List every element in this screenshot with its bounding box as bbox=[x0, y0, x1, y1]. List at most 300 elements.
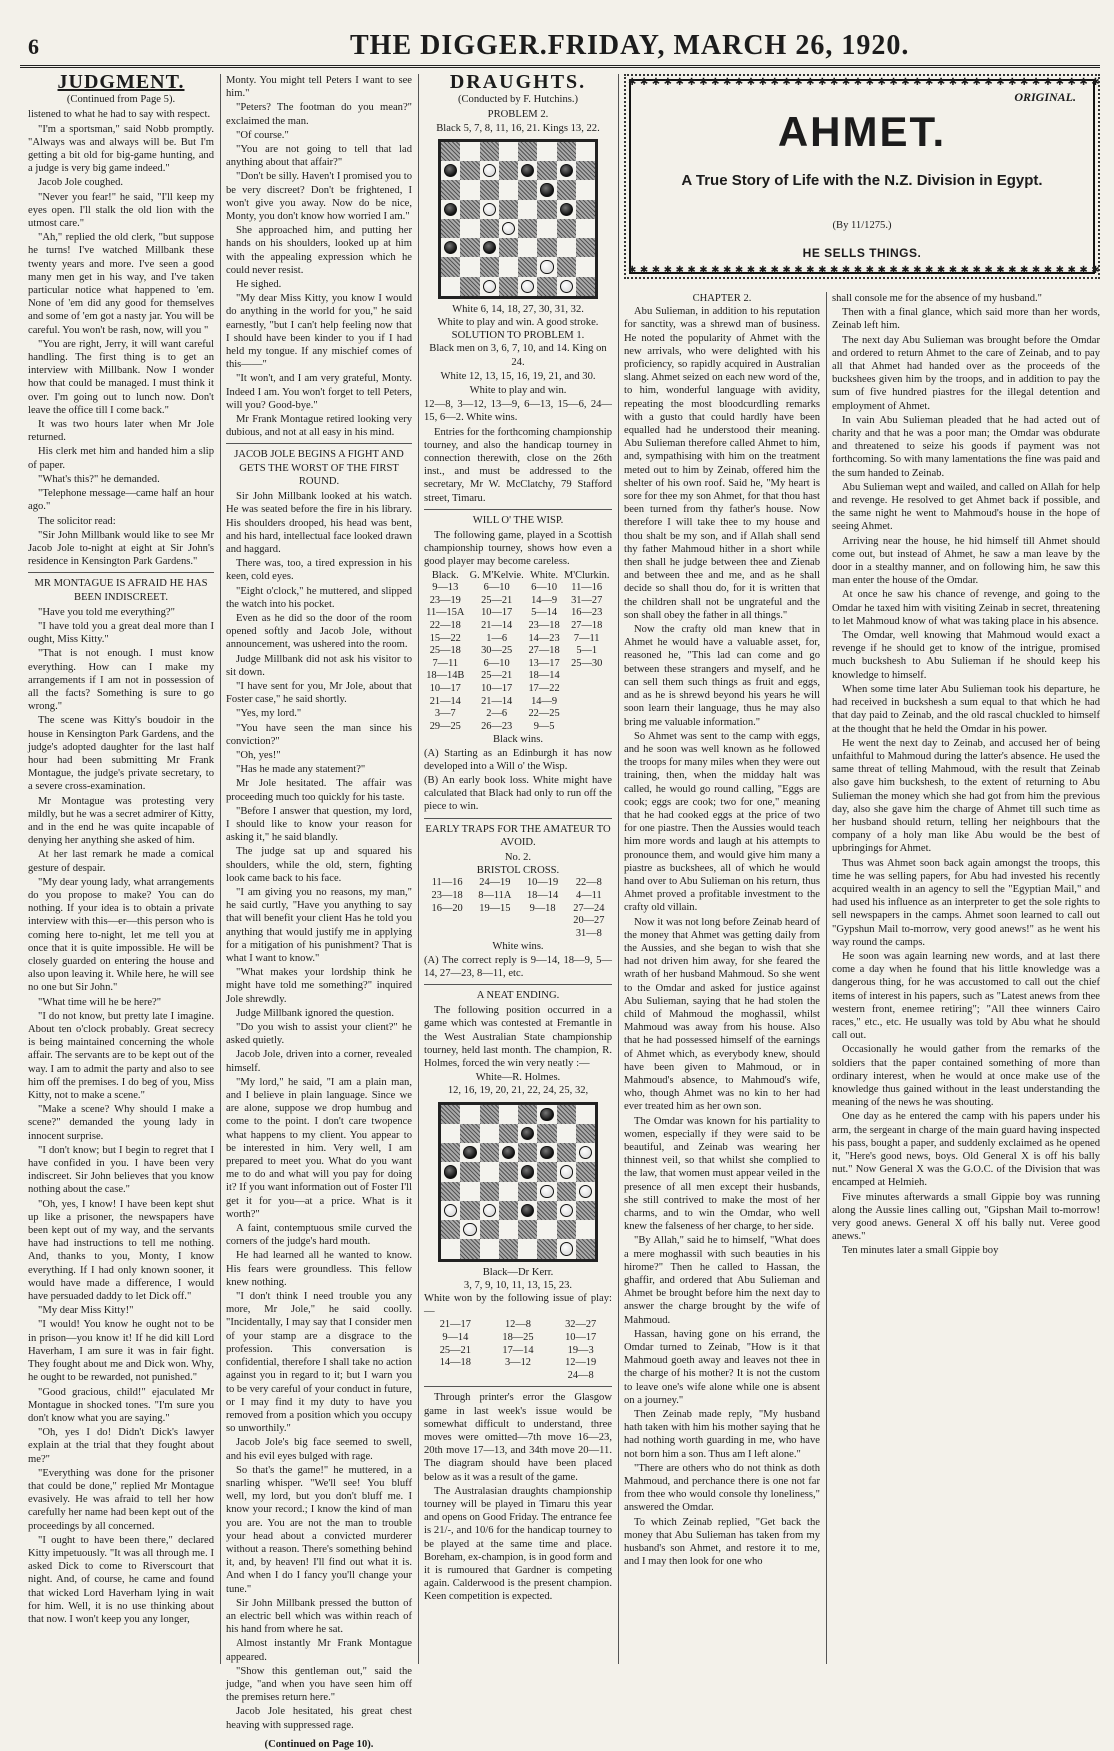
white-piece bbox=[444, 1204, 457, 1217]
black-piece bbox=[560, 203, 573, 216]
table-cell: 15—22 bbox=[429, 632, 461, 644]
paragraph: "It won't, and I am very grateful, Monty. Indeed I am. You won't forget to tell Peters, will you? Good-bye." bbox=[226, 373, 412, 411]
paragraph: "My dear young lady, what arrangements do you propose to make? You can do nothing. If your idea is to obtain a private interview with this—er—this person who is coming here to-night, let me tell you at once that it is quite impossible. He will be closely guarded on entering the house and also upon leaving it. While here, he will see no one but Sir John." bbox=[28, 876, 214, 994]
board-square bbox=[518, 277, 537, 296]
board-square bbox=[537, 1182, 556, 1201]
board-square-dark bbox=[557, 1105, 576, 1124]
paragraph: "What's this?" he demanded. bbox=[38, 473, 160, 485]
board-square bbox=[441, 1162, 460, 1181]
paragraph: "My dear Miss Kitty, you know I would do anything in the world for you," he said earnestly, "but I can't help feeling now that I should have been kinder to you if I had held my tongue. If any mischief comes of this——" bbox=[226, 293, 412, 371]
table-cell: 27—24 bbox=[573, 902, 605, 914]
board-square-dark bbox=[576, 1201, 595, 1220]
table-cell: 29—25 bbox=[429, 720, 461, 732]
ending-head: A NEAT ENDING. bbox=[424, 984, 612, 1002]
board-square bbox=[537, 257, 556, 276]
table-cell: 27—18 bbox=[528, 645, 560, 657]
paragraph: One day as he entered the camp with his papers under his arm, the sergeant in charge of the main guard having inspected his pass, bought a paper, and suddenly exclaimed as he opened it, "Here's good news, boys. Old General X is off his bally nut." Now General X was the G.O.C. of the Division that was encamped at Helmieh. bbox=[832, 1111, 1100, 1189]
paragraph: Sir John Millbank looked at his watch. He was seated before the fire in his library. His shoulders drooped, his head was bent, and his hard, intellectual face looked drawn and haggard. bbox=[226, 491, 412, 555]
board-square bbox=[518, 238, 537, 257]
table-cell bbox=[561, 683, 612, 696]
table-cell: 23—18 bbox=[528, 620, 560, 632]
table-row bbox=[424, 1357, 612, 1370]
paragraph: Jacob Jole hesitated, his great chest heaving with suppressed rage. bbox=[226, 1706, 412, 1731]
traps-result: White wins. bbox=[492, 941, 544, 953]
board-square-dark bbox=[499, 1239, 518, 1258]
paragraph: "My dear Miss Kitty!" bbox=[38, 1305, 134, 1317]
paragraph: listened to what he had to say with respect. bbox=[28, 109, 211, 121]
board-square bbox=[441, 277, 460, 296]
paragraph: In vain Abu Sulieman pleaded that he had acted out of charity and that he was a poor man; the Omdar was obdurate and threatened to seize his goods if payment was not forthcoming. So with many lamentations the fine was paid and the sum handed to Zeinab. bbox=[832, 414, 1100, 479]
black-piece bbox=[444, 241, 457, 254]
table-cell bbox=[519, 928, 565, 941]
board-square-dark bbox=[441, 1143, 460, 1162]
paragraph: "Sir John Millbank would like to see Mr Jacob Jole to-night at eight at Sir John's residence in Kensington Park Gardens." bbox=[28, 529, 214, 568]
paragraph: A faint, contemptuous smile curved the corners of the judge's hard mouth. bbox=[226, 1223, 412, 1248]
paragraph: "Have you told me everything?" bbox=[38, 606, 175, 618]
paragraph: shall console me for the absence of my husband." bbox=[832, 293, 1042, 304]
paragraph: "Good gracious, child!" ejaculated Mr Montague in shocked tones. "I'm sure you don't know what you are saying." bbox=[28, 1386, 214, 1424]
paragraph: The Omdar was known for his partiality to women, especially if they were said to be beautiful, and Zeinab was wearing her thinnest veil, so that whilst she complied to the law, that women must appear veiled in the presence of all men except their husbands, she still contrived to make the most of her charms, and to win the Omdar, who well knew the falseness of her charge, to her side. bbox=[624, 1115, 820, 1233]
table-header-cell: M'Clurkin. bbox=[563, 569, 610, 581]
paragraph: "I have sent for you, Mr Jole, about that Foster case," he said shortly. bbox=[226, 680, 412, 706]
draughts-board-problem-2 bbox=[438, 139, 598, 299]
star-border-bottom: ✱ ✱ ✱ ✱ ✱ ✱ ✱ ✱ ✱ ✱ ✱ ✱ ✱ ✱ ✱ ✱ ✱ ✱ ✱ ✱ ✱ ✱ ✱ ✱ ✱ ✱ ✱ ✱ ✱ ✱ ✱ ✱ ✱ ✱ ✱ ✱ ✱ ✱ ✱ ✱ bbox=[628, 265, 1101, 276]
board-square bbox=[518, 200, 537, 219]
paragraph: "I ought to have been there," declared Kitty impetuously. "It was all through me. I asked Dick to come to Riverscourt that night. And, of course, he came and found that wicked Lord Haverham lying in wait for him. Well, it is no use thinking about that now. I won't keep you any longer, bbox=[28, 1534, 214, 1625]
paragraph: Occasionally he would gather from the remarks of the soldiers that the paper contained something of more than ordinary interest, when he would at once make use of the knowledge thus gained without in the least understanding the meaning of the news he was shouting. bbox=[832, 1044, 1100, 1109]
board-square bbox=[557, 1162, 576, 1181]
board-square bbox=[557, 161, 576, 180]
table-cell bbox=[470, 915, 519, 928]
table-cell: 26—23 bbox=[481, 720, 513, 732]
board-square-dark bbox=[441, 219, 460, 238]
table-cell: 9—5 bbox=[533, 720, 555, 732]
table-cell bbox=[424, 1370, 487, 1383]
board-square-dark bbox=[480, 180, 499, 199]
paragraph: The solicitor read: bbox=[38, 515, 116, 527]
paragraph: She approached him, and putting her hands on his shoulders, looked up at him with the appealing expression which he could never resist. bbox=[226, 225, 412, 276]
board-square-dark bbox=[460, 1239, 479, 1258]
board-square-dark bbox=[441, 1105, 460, 1124]
board-square-dark bbox=[460, 1201, 479, 1220]
paragraph: Arriving near the house, he hid himself till Ahmet should come out, but instead of Ahmet, he saw a man leave by the door in a stealthy manner, and on following him, he saw this man enter the house of the Omdar. bbox=[832, 535, 1100, 587]
board-square-dark bbox=[557, 257, 576, 276]
white-piece bbox=[560, 1242, 573, 1255]
black-piece bbox=[540, 183, 553, 196]
board-square bbox=[441, 1124, 460, 1143]
australasian-note: The Australasian draughts championship tourney will be played in Timaru this year and opens on Good Friday. The entrance fee is 21/-, and 10/6 for the handicap tourney to be played at the same time and place. Boreham, ex-champion, is in good form and it is rumoured that Gardner is competing again. Calderwood is the present champion. Keen competition is expected. bbox=[424, 1485, 612, 1603]
board-square-dark bbox=[460, 1124, 479, 1143]
table-cell: 1—6 bbox=[486, 632, 508, 644]
paragraph: The next day Abu Sulieman was brought before the Omdar and ordered to return Ahmet to the care of Zeinab, and to pay all that Ahmet had handed over as the proceeds of the buckshees given him by the troops, and in addition to pay the sum of five hundred piastres for the illegal detention and employment of Ahmet. bbox=[832, 334, 1100, 412]
table-row bbox=[424, 1345, 612, 1358]
table-row bbox=[424, 582, 612, 595]
paragraph: He had learned all he wanted to know. His fears were groundless. This fellow knew nothing. bbox=[226, 1250, 412, 1288]
board-square-dark bbox=[499, 238, 518, 257]
board-square bbox=[441, 200, 460, 219]
white-piece bbox=[579, 1185, 592, 1198]
table-cell: 31—8 bbox=[575, 927, 602, 939]
board-square bbox=[537, 1220, 556, 1239]
table-cell: 9—14 bbox=[442, 1332, 469, 1344]
traps-moves-table bbox=[424, 877, 612, 940]
table-header-cell: Black. bbox=[431, 569, 459, 581]
table-cell: 11—16 bbox=[571, 582, 603, 594]
board-square-dark bbox=[576, 1162, 595, 1181]
table-row bbox=[424, 1332, 612, 1345]
board-square bbox=[460, 1143, 479, 1162]
paragraph: "I do not know, but pretty late I imagine. About ten o'clock probably. Great secrecy is being maintained concerning the whole affair. The servants are to be kept out of the way. I am to admit the party and also to see him off the premises. I do beg of you, Miss Kitty, not to make a scene." bbox=[28, 1010, 214, 1102]
table-row bbox=[424, 877, 612, 890]
white-piece bbox=[560, 280, 573, 293]
original-label: ORIGINAL. bbox=[1014, 90, 1076, 104]
table-cell: 24—19 bbox=[479, 877, 511, 889]
board-square bbox=[557, 1201, 576, 1220]
table-cell: 5—14 bbox=[531, 607, 558, 619]
table-cell: 25—30 bbox=[571, 657, 603, 669]
board-square-dark bbox=[557, 1220, 576, 1239]
table-row bbox=[424, 658, 612, 671]
board-square-dark bbox=[537, 238, 556, 257]
table-row bbox=[424, 620, 612, 633]
paragraph: Ten minutes later a small Gippie boy bbox=[842, 1245, 999, 1257]
paragraph: "Of course." bbox=[236, 129, 289, 141]
paragraph: It was two hours later when Mr Jole returned. bbox=[28, 419, 214, 444]
wisp-note-b: (B) An early book loss. White might have calculated that Black had only to run off the piece to win. bbox=[424, 775, 612, 813]
paragraph: "Do you wish to assist your client?" he asked quietly. bbox=[226, 1022, 412, 1047]
white-piece bbox=[540, 260, 553, 273]
table-cell: 22—25 bbox=[528, 708, 560, 720]
white-piece bbox=[521, 280, 534, 293]
table-cell: 8—11A bbox=[478, 890, 512, 902]
board-square bbox=[480, 238, 499, 257]
wisp-intro: The following game, played in a Scottish championship tourney, shows how even a good player may become careless. bbox=[424, 530, 612, 568]
table-cell: 14—9 bbox=[531, 594, 558, 606]
ahmet-body-1 bbox=[624, 305, 820, 1568]
traps-head: EARLY TRAPS FOR THE AMATEUR TO AVOID. bbox=[424, 818, 612, 849]
table-cell: 21—14 bbox=[429, 695, 461, 707]
black-piece bbox=[540, 1108, 553, 1121]
table-row bbox=[424, 595, 612, 608]
table-cell: 11—16 bbox=[431, 877, 463, 889]
board-square-dark bbox=[576, 277, 595, 296]
paragraph: Now it was not long before Zeinab heard of the money that Ahmet was getting daily from the Aussies, and she began to wish that she had not driven him away, for she feared the wrath of her husband Mahmoud. So she went to the Omdar and asked for justice against Abu Sulieman, saying that he had stolen the child of Mahmoud the moghassil, whilst Mahmoud was away from his house. Also that he had possessed himself of the earnings of Ahmet which, as everybody knew, should have been given to Mahmoud, or in Mahmoud's absence, to Mahmoud's wife, who, though Ahmet was no kin to her had ever treated him as her own son. bbox=[624, 916, 820, 1113]
table-row bbox=[424, 708, 612, 721]
table-cell: 13—17 bbox=[528, 657, 560, 669]
board-square bbox=[576, 219, 595, 238]
judgment-body bbox=[28, 108, 214, 568]
table-cell: 18—14 bbox=[526, 890, 559, 902]
table-cell: 14—18 bbox=[439, 1357, 471, 1369]
paragraph: "Has he made any statement?" bbox=[236, 764, 366, 776]
table-cell: 25—21 bbox=[439, 1344, 471, 1356]
board-square bbox=[441, 1201, 460, 1220]
table-cell: 25—21 bbox=[481, 670, 513, 682]
table-cell: 18—14 bbox=[528, 670, 560, 682]
board-square-dark bbox=[441, 142, 460, 161]
problem-task: White to play and win. A good stroke. bbox=[437, 317, 599, 329]
paragraph: "What makes your lordship think he might have told me something?" inquired Jole shrewdly. bbox=[226, 967, 412, 1005]
board-square bbox=[499, 142, 518, 161]
masthead bbox=[20, 28, 1100, 68]
paragraph: "Eight o'clock," he muttered, and slipped the watch into his pocket. bbox=[226, 585, 412, 610]
paragraph: "Ah," replied the old clerk, "but suppose he turns! I've watched Millbank these twenty years and more. I've seen a good many men get in his way, and I've taken particular notice what happened to 'em. None of 'em did any good for themselves and some of 'em got a nasty jar. You will be careful. You won't be rash, now, will you " bbox=[28, 232, 214, 336]
table-cell: 24—8 bbox=[567, 1369, 594, 1381]
table-row bbox=[424, 645, 612, 658]
board-square-dark bbox=[518, 1220, 537, 1239]
paragraph: Mr Jole hesitated. The affair was proceeding much too quickly for his taste. bbox=[226, 778, 412, 803]
white-piece bbox=[502, 222, 515, 235]
board-square-dark bbox=[499, 161, 518, 180]
board-square bbox=[480, 1239, 499, 1258]
page-number: 6 bbox=[28, 34, 39, 59]
table-cell: 6—10 bbox=[483, 582, 510, 594]
board-square-dark bbox=[537, 1201, 556, 1220]
board-square bbox=[576, 142, 595, 161]
paragraph: To which Zeinab replied, "Get back the money that Abu Sulieman has taken from my husband's son Ahmet, and restore it to me, and I may then look for one who bbox=[624, 1516, 820, 1568]
board-square bbox=[537, 219, 556, 238]
paragraph: Now the crafty old man knew that in Ahmet he would have a valuable asset, for, reasoned he, "This lad can come and go between these strangers and myself, and he can sell them such things as fruit and eggs, and as he is shrewd beyond his years he will soon learn their language, thus he may also bring me valuable information." bbox=[624, 624, 820, 728]
board-square bbox=[576, 1105, 595, 1124]
table-cell: 17—22 bbox=[528, 683, 560, 695]
solution-white: White 12, 13, 15, 16, 19, 21, and 30. bbox=[440, 370, 596, 382]
board-square-dark bbox=[518, 1105, 537, 1124]
white-piece bbox=[579, 1146, 592, 1159]
ahmet-title: AHMET. bbox=[777, 108, 947, 155]
board-square bbox=[518, 1162, 537, 1181]
paragraph: "I would! You know he ought not to be in prison—you know it! If he did kill Lord Haverham, I am sure it was in fair fight. They fought about me and Dick won. Why, he ought to be rewarded, not punished." bbox=[28, 1319, 214, 1384]
board-square-dark bbox=[499, 277, 518, 296]
table-row bbox=[424, 1319, 612, 1332]
paragraph: Then Zeinab made reply, "My husband hath taken with him his mother saying that he had nothing worth guarding in me, who have not born him a son. Thus am I left alone." bbox=[624, 1409, 820, 1460]
table-cell bbox=[487, 1370, 550, 1383]
board-square bbox=[518, 1201, 537, 1220]
paragraph: Sir John Millbank pressed the button of an electric bell which was within reach of his hand from where he sat. bbox=[226, 1597, 412, 1636]
table-cell bbox=[561, 721, 612, 734]
board-square bbox=[460, 180, 479, 199]
paragraph: "You are not going to tell that lad anything about that affair?" bbox=[226, 144, 412, 169]
table-row bbox=[424, 890, 612, 903]
paragraph: The Omdar, well knowing that Mahmoud would exact a revenge if he should get to know of the intrigue, promised much buckshesh to Abu Sulieman if he should keep his knowledge to himself. bbox=[832, 630, 1100, 681]
ahmet-byline: (By 11/1275.) bbox=[832, 220, 892, 231]
table-row bbox=[424, 670, 612, 683]
board-square bbox=[480, 277, 499, 296]
table-cell: 5—1 bbox=[576, 645, 598, 657]
paragraph: "Oh, yes, I know! I have been kept shut up like a prisoner, the newspapers have been kept out of my way, and the servants have had instructions to tell me nothing. And, thanks to you, Monty, I know everything. If I had only known sooner, it would have made a difference, I would have persuaded daddy to let Dick off." bbox=[28, 1198, 214, 1303]
table-cell: 12—8 bbox=[504, 1319, 531, 1331]
solution-head: SOLUTION TO PROBLEM 1. bbox=[451, 330, 585, 342]
table-cell: 3—7 bbox=[434, 708, 456, 720]
board-square bbox=[576, 180, 595, 199]
table-cell: 10—17 bbox=[481, 607, 513, 619]
board-square bbox=[499, 257, 518, 276]
board-square-dark bbox=[460, 1162, 479, 1181]
table-cell bbox=[561, 670, 612, 683]
paragraph: "I have told you a great deal more than I ought, Miss Kitty." bbox=[28, 620, 214, 646]
paragraph: "I'm a sportsman," said Nobb promptly. "Always was and always will be. But I'm getting a bit old for big-game hunting, and a judge is very big game indeed." bbox=[28, 123, 214, 175]
board-square-dark bbox=[518, 1182, 537, 1201]
board-square-dark bbox=[460, 277, 479, 296]
board-square bbox=[499, 219, 518, 238]
board-square bbox=[460, 1220, 479, 1239]
table-cell: 27—18 bbox=[571, 620, 603, 632]
board-square bbox=[557, 200, 576, 219]
board-square bbox=[460, 1105, 479, 1124]
column-rule bbox=[618, 74, 619, 1664]
paragraph: "There are others who do not think as doth Mahmoud, and perchance there is one not far from thee who would console thy loneliness," answered the Omdar. bbox=[624, 1462, 820, 1514]
table-cell: 23—18 bbox=[431, 890, 463, 902]
table-row bbox=[424, 696, 612, 709]
table-cell: 21—17 bbox=[439, 1319, 471, 1331]
board-square bbox=[518, 1124, 537, 1143]
paragraph: The judge sat up and squared his shoulders, while the old, stern, fighting look came back to his face. bbox=[226, 846, 412, 884]
board-square-dark bbox=[499, 200, 518, 219]
ending-white-position: 12, 16, 19, 20, 21, 22, 24, 25, 32, bbox=[447, 1085, 589, 1097]
paragraph: "Before I answer that question, my lord, I should like to know your reason for asking it," he said blandly. bbox=[226, 805, 412, 844]
table-cell: 19—3 bbox=[567, 1344, 594, 1356]
board-square-dark bbox=[441, 1182, 460, 1201]
paragraph: "What time will he be here?" bbox=[38, 996, 162, 1008]
paragraph: Hassan, having gone on his errand, the Omdar turned to Zeinab, "How is it that Mahmoud goeth away and leaves not thee in the charge of his mother? It is not the custom to leave one's wife alone while one is absent on a journey." bbox=[624, 1328, 820, 1406]
table-row bbox=[424, 607, 612, 620]
table-cell: 17—14 bbox=[502, 1344, 534, 1356]
table-cell: 31—27 bbox=[571, 594, 603, 606]
column-rule bbox=[418, 74, 419, 1664]
column-rule bbox=[826, 292, 827, 1664]
table-cell: 10—19 bbox=[526, 877, 559, 889]
paragraph: The scene was Kitty's boudoir in the house in Kensington Park Gardens, and the judge's adopted daughter for the last half hour had been submitting Mr Frank Montague, the judge's private secretary, to a severe cross-examination. bbox=[28, 715, 214, 793]
jacob-jole-section-body bbox=[226, 490, 412, 1732]
paragraph: "Yes, my lord." bbox=[236, 708, 302, 720]
board-square bbox=[499, 1105, 518, 1124]
black-piece bbox=[444, 203, 457, 216]
ahmet-title-box bbox=[624, 74, 1100, 279]
paragraph: Judge Millbank ignored the question. bbox=[236, 1007, 395, 1019]
paragraph: At once he saw his chance of revenge, and going to the Omdar he taxed him with visiting Zeinab in secret, threatening to let Mahmoud know of what was taking place in his absence. bbox=[832, 589, 1100, 627]
solution-black: Black men on 3, 6, 7, 10, and 14. King on 24. bbox=[429, 343, 607, 368]
ahmet-subtitle: A True Story of Life with the N.Z. Division in Egypt. bbox=[681, 172, 1043, 189]
masthead-title: THE DIGGER.FRIDAY, MARCH 26, 1920. bbox=[350, 30, 910, 61]
paragraph: Almost instantly Mr Frank Montague appeared. bbox=[226, 1638, 412, 1663]
table-cell: 25—18 bbox=[429, 645, 461, 657]
table-cell: 21—14 bbox=[481, 695, 513, 707]
table-cell: 21—14 bbox=[481, 620, 513, 632]
paragraph: He soon was again learning new words, and at last there come a day when he found that his little knowledge was a dangerous thing, for he was accustomed to call out the chief items of interest in his papers, such as "Latest anews from thee western front, enemee retiring"; "All thee winners Cairo races," etc., etc. He usually was told by Abu what he should call out. bbox=[832, 950, 1100, 1042]
draughts-title: DRAUGHTS. bbox=[449, 71, 587, 93]
draughts-column bbox=[424, 71, 612, 1664]
table-cell: 32—27 bbox=[565, 1319, 597, 1331]
board-square bbox=[480, 200, 499, 219]
black-piece bbox=[521, 164, 534, 177]
table-row bbox=[424, 915, 612, 928]
table-header-row bbox=[424, 570, 612, 583]
table-cell: 30—25 bbox=[481, 645, 513, 657]
wisp-head: WILL O' THE WISP. bbox=[424, 509, 612, 527]
board-square bbox=[557, 1124, 576, 1143]
board-square bbox=[460, 219, 479, 238]
board-square-dark bbox=[480, 1220, 499, 1239]
table-cell: 10—17 bbox=[429, 683, 461, 695]
ahmet-column-2 bbox=[832, 292, 1100, 1664]
table-cell: 10—17 bbox=[481, 683, 513, 695]
paragraph: He went the next day to Zeinab, and accused her of being unfaithful to Mahmoud during the latter's absence. He used the same threat of telling Mahmoud, with the result that Zeinab also gave him buckshesh, to the extent of returning to Abu Sulieman the money which she had got from him the previous day, also she gave him the charge of Ahmet till such time as her husband should return, telling her neighbours that the company of a holy man like Abu would be the best of upbringings for Ahmet. bbox=[832, 737, 1100, 855]
board-square-dark bbox=[518, 180, 537, 199]
board-square-dark bbox=[537, 1124, 556, 1143]
wisp-result: Black wins. bbox=[492, 734, 544, 746]
board-square-dark bbox=[480, 257, 499, 276]
paragraph: "Telephone message—came half an hour ago." bbox=[28, 488, 214, 513]
ahmet-chapter: CHAPTER 2. bbox=[692, 293, 752, 304]
board-square-dark bbox=[557, 180, 576, 199]
ahmet-header bbox=[624, 74, 1100, 283]
column-rule bbox=[220, 74, 221, 1664]
black-piece bbox=[521, 1127, 534, 1140]
paragraph: "By Allah," said he to himself, "What does a mere moghassil with such beauties in his hirome?" Then he called to Hassan, the ghaffir, and ordered that Abu Sulieman and Ahmet be brought before him the next day to answer the charge brought by the wife of Mahmoud. bbox=[624, 1235, 820, 1326]
table-row bbox=[424, 903, 612, 916]
black-piece bbox=[540, 1146, 553, 1159]
board-square-dark bbox=[460, 161, 479, 180]
black-piece bbox=[444, 164, 457, 177]
paragraph: Then with a final glance, which said more than her words, Zeinab left him. bbox=[832, 307, 1100, 332]
paragraph: "Everything was done for the prisoner that could be done," replied Mr Montague evasively. He was afraid to tell her how carefully her name had been kept out of the proceedings by all concerned. bbox=[28, 1467, 214, 1532]
board-square bbox=[537, 1105, 556, 1124]
ending-black-position: 3, 7, 9, 10, 11, 13, 15, 23. bbox=[463, 1279, 573, 1291]
ending-black: Black—Dr Kerr. bbox=[482, 1266, 554, 1278]
board-square-dark bbox=[480, 1105, 499, 1124]
table-cell: 3—12 bbox=[504, 1357, 531, 1369]
table-cell bbox=[519, 915, 565, 928]
paragraph: So Ahmet was sent to the camp with eggs, and he soon was well known as he followed the troops for many miles when they were out training, then, when the midday halt was called, he would go round calling, "Eggs are cook; eggs are cook; two for one," meaning that he had cooked eggs at the price of two for one piastre. Then the Aussies would teach him more words and laugh at his attempts to pronounce them, and would give him many a piastre as buckshees, all of which he would hand over to Abu Sulieman on his return, thus Ahmet proved a profitable investment to the crafty old villain. bbox=[624, 730, 820, 914]
table-cell bbox=[561, 696, 612, 709]
board-square-dark bbox=[537, 1162, 556, 1181]
table-cell: 9—18 bbox=[529, 902, 556, 914]
wisp-note-a: (A) Starting as an Edinburgh it has now developed into a Will o' the Wisp. bbox=[424, 747, 612, 772]
board-square bbox=[576, 1143, 595, 1162]
paragraph: "I am giving you no reasons, my man," he said curtly, "Have you anything to say that will benefit your client Has he told you anything that would justify me in applying for a mitigation of his punishment? That is what I want to know." bbox=[226, 886, 412, 964]
board-square-dark bbox=[557, 142, 576, 161]
board-square-dark bbox=[537, 277, 556, 296]
board-square-dark bbox=[576, 1124, 595, 1143]
board-square-dark bbox=[576, 200, 595, 219]
table-cell bbox=[424, 915, 470, 928]
board-square bbox=[480, 1124, 499, 1143]
table-cell: 12—19 bbox=[565, 1357, 597, 1369]
table-cell: 18—25 bbox=[502, 1332, 534, 1344]
paragraph: "I don't know; but I begin to regret that I have confided in you. I have been very indiscreet. Sir John believes that you know nothing about the case." bbox=[28, 1144, 214, 1196]
problem-head: PROBLEM 2. bbox=[487, 109, 549, 121]
paragraph: "Show this gentleman out," said the judge, "and when you have seen him off the premises return here." bbox=[226, 1665, 412, 1704]
board-square bbox=[557, 238, 576, 257]
table-cell: 22—18 bbox=[429, 620, 461, 632]
solution-task: White to play and win. bbox=[469, 385, 567, 397]
black-piece bbox=[483, 241, 496, 254]
board-square-dark bbox=[480, 142, 499, 161]
judgment-title: JUDGMENT. bbox=[57, 71, 185, 93]
board-square bbox=[557, 1239, 576, 1258]
table-cell bbox=[424, 928, 470, 941]
paragraph: Abu Sulieman, in addition to his reputation for sanctity, was a shrewd man of business. He noted the popularity of Ahmet with the new arrivals, who were delighted with his proficiency, so rapidly acquired in Australian slang. Ahmet seized on each new word of the, to him, wonderful language with avidity, repeating the most bloodcurdling remarks with a gusto that could hardly have been equalled had he understood their meaning. Abu Sulieman therefore called Ahmet to him, and, sympathising with him on the treatment meted out to him by Zeinab, offered him the shelter of his own roof. Said he, "My heart is sore for thee my son Ahmet, for that thou hast been turned from thy father's house. Now therefore I will take thee to my house and thou shalt be my son, and if Allah shall send thy father Mahmoud hither in a short while then shall he judge between thee and Zienab and between thee and me, and as he shall decide so shall thou do, for it is written that the children shall not be ungrateful and the son shall obey the father in all things." bbox=[624, 306, 820, 621]
solution-moves: 12—8, 3—12, 13—9, 6—13, 15—6, 24—15, 6—2. White wins. bbox=[424, 399, 612, 424]
paragraph: At her last remark he made a comical gesture of despair. bbox=[28, 849, 214, 874]
paragraph: "Oh, yes I do! Didn't Dick's lawyer explain at the trial that they fought about me?" bbox=[28, 1427, 214, 1465]
board-square bbox=[557, 277, 576, 296]
paragraph: Five minutes afterwards a small Gippie boy was running along the Aussie lines calling out, "Gipshan Mail to-morrow! very good anews. General X off his bally nut. Veree good anews." bbox=[832, 1191, 1100, 1243]
paragraph: Monty. You might tell Peters I want to see him." bbox=[226, 75, 412, 100]
board-square bbox=[537, 142, 556, 161]
board-square-dark bbox=[576, 161, 595, 180]
table-cell: 7—11 bbox=[573, 632, 600, 644]
paragraph: Jacob Jole, driven into a corner, revealed himself. bbox=[226, 1049, 412, 1074]
